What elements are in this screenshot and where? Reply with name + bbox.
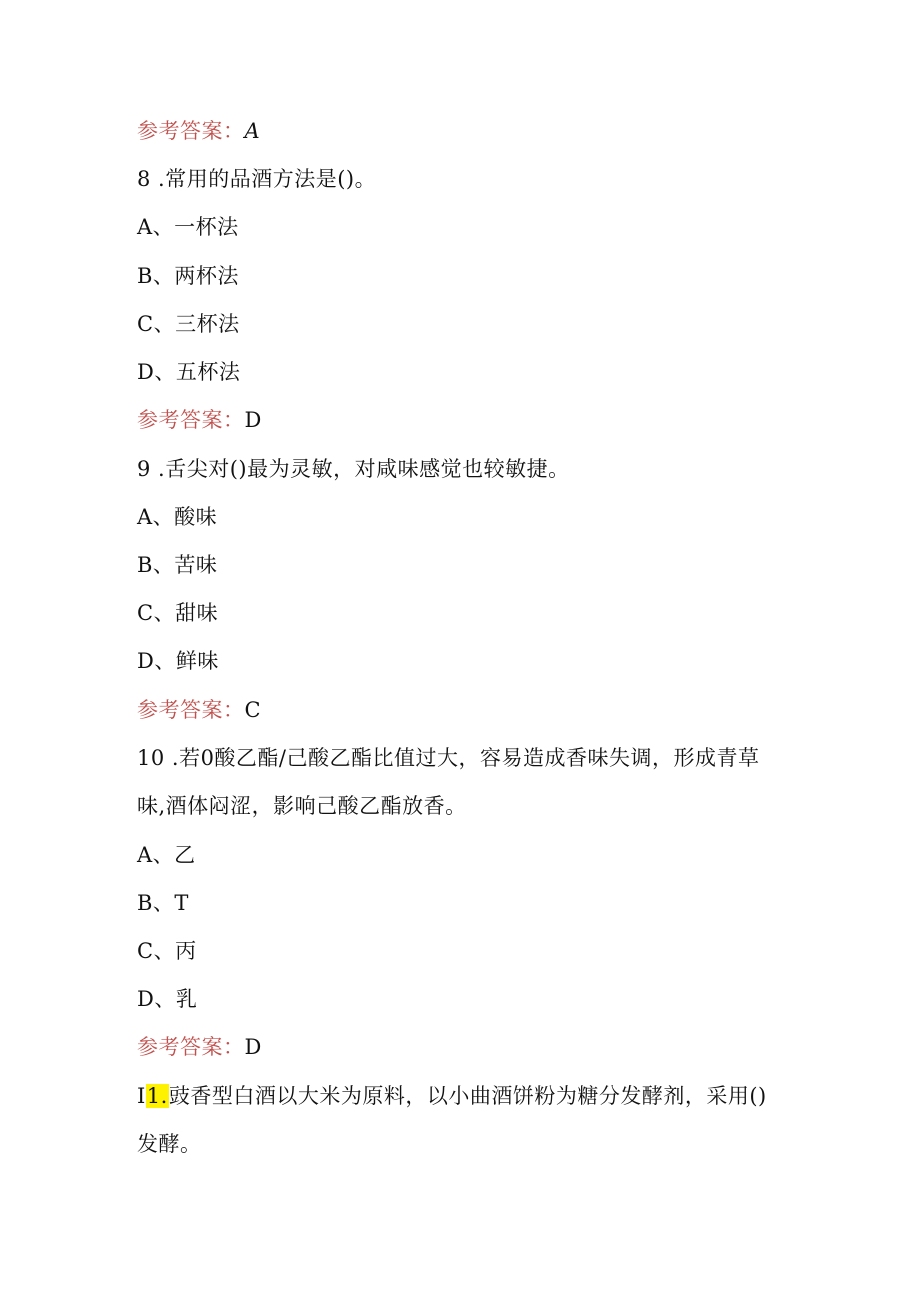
answer-q9 (137, 695, 261, 725)
question-text: 豉香型白酒以大米为原料，以小曲酒饼粉为糖分发酵剂，采用() (168, 1084, 767, 1108)
answer-label: 参考答案： (137, 408, 245, 432)
q10-option-d: D、乳 (137, 987, 198, 1011)
q9-option-a: A、酸味 (137, 505, 218, 529)
question-number-prefix: I (137, 1084, 146, 1108)
q10-option-b: B、T (137, 891, 189, 915)
question-10-line-2: 味,酒体闷涩，影响己酸乙酯放香。 (137, 794, 467, 818)
highlighted-number: 1. (146, 1084, 168, 1108)
answer-q7 (137, 116, 260, 146)
answer-q10 (137, 1032, 262, 1062)
answer-value: C (244, 698, 262, 722)
q8-option-a: A、一杯法 (137, 215, 239, 239)
answer-label: 参考答案： (137, 1035, 245, 1059)
question-10-line-1: 10 .若0酸乙酯/己酸乙酯比值过大，容易造成香味失调，形成青草 (137, 746, 760, 770)
q8-option-c: C、三杯法 (137, 312, 240, 336)
answer-q8 (137, 405, 262, 435)
q9-option-c: C、甜味 (137, 601, 219, 625)
question-11-line-1 (137, 1081, 767, 1111)
answer-label: 参考答案： (137, 698, 245, 722)
question-8: 8 .常用的品酒方法是()。 (137, 167, 377, 191)
q8-option-d: D、五杯法 (137, 360, 241, 384)
answer-value: D (244, 1035, 262, 1059)
question-11-line-2: 发酵。 (137, 1132, 202, 1156)
q10-option-c: C、丙 (137, 939, 197, 963)
answer-label: 参考答案： (137, 119, 245, 143)
q10-option-a: A、乙 (137, 843, 196, 867)
q8-option-b: B、两杯法 (137, 264, 239, 288)
question-9: 9 .舌尖对()最为灵敏，对咸味感觉也较敏捷。 (137, 457, 570, 481)
q9-option-b: B、苦味 (137, 553, 218, 577)
answer-value: D (244, 408, 262, 432)
answer-value: A (244, 119, 261, 143)
q9-option-d: D、鲜味 (137, 649, 219, 673)
